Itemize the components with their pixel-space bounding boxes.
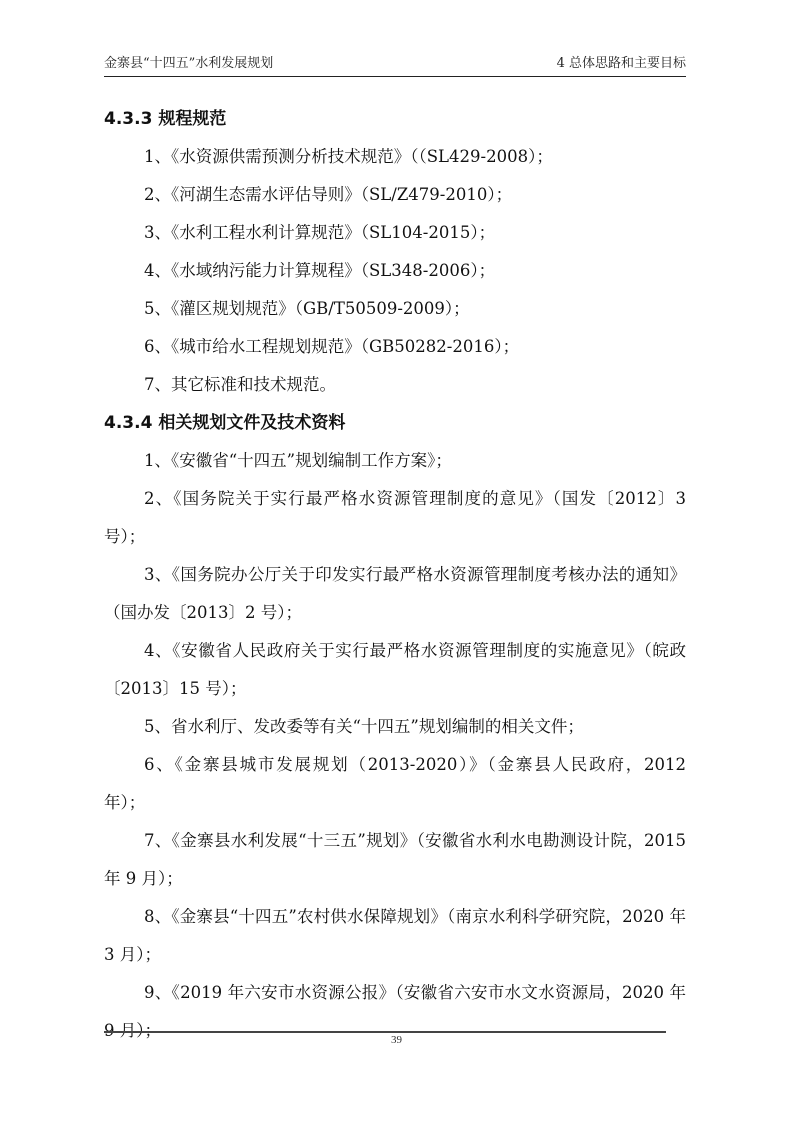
list-item: 4、《水域纳污能力计算规程》（SL348-2006）； xyxy=(144,261,496,280)
list-item: 7、其它标准和技术规范。 xyxy=(144,375,336,394)
page-header xyxy=(104,52,686,76)
list-item: 6、《金寨县城市发展规划（2013-2020）》（金寨县人民政府，2012 年）； xyxy=(104,755,686,812)
list-item: 4、《安徽省人民政府关于实行最严格水资源管理制度的实施意见》（皖政〔2013〕15 号）； xyxy=(104,641,686,698)
list-item: 3、《水利工程水利计算规范》（SL104-2015）； xyxy=(144,223,496,242)
list-item: 1、《水资源供需预测分析技术规范》（（SL429-2008）； xyxy=(144,147,553,166)
footer-rule xyxy=(104,1031,666,1033)
header-chapter-title: 4 总体思路和主要目标 xyxy=(556,56,686,71)
list-item: 2、《河湖生态需水评估导则》（SL/Z479-2010）； xyxy=(144,185,513,204)
list-item: 3、《国务院办公厅关于印发实行最严格水资源管理制度考核办法的通知》（国办发〔2013〕2 号）； xyxy=(104,565,686,622)
list-item: 7、《金寨县水利发展“十三五”规划》（安徽省水利水电勘测设计院，2015 年 9 月）； xyxy=(104,831,686,888)
list-item: 6、《城市给水工程规划规范》（GB50282-2016）； xyxy=(144,337,520,356)
list-item: 5、省水利厅、发改委等有关“十四五”规划编制的相关文件； xyxy=(144,717,584,736)
list-item: 5、《灌区规划规范》（GB/T50509-2009）； xyxy=(144,299,470,318)
page-number: 39 xyxy=(391,1034,402,1046)
section-title-4-3-4: 4.3.4 相关规划文件及技术资料 xyxy=(104,413,346,433)
header-document-title: 金寨县“十四五”水利发展规划 xyxy=(104,56,274,71)
list-item: 8、《金寨县“十四五”农村供水保障规划》（南京水利科学研究院，2020 年 3 月）； xyxy=(104,907,686,964)
list-item: 2、《国务院关于实行最严格水资源管理制度的意见》（国发〔2012〕3 号）； xyxy=(104,489,686,546)
page-content xyxy=(104,100,686,1050)
header-rule xyxy=(104,76,686,77)
list-item: 9、《2019 年六安市水资源公报》（安徽省六安市水文水资源局，2020 年 9 月）； xyxy=(104,983,686,1040)
list-item: 1、《安徽省“十四五”规划编制工作方案》； xyxy=(144,451,452,470)
section-title-4-3-3: 4.3.3 规程规范 xyxy=(104,109,227,129)
